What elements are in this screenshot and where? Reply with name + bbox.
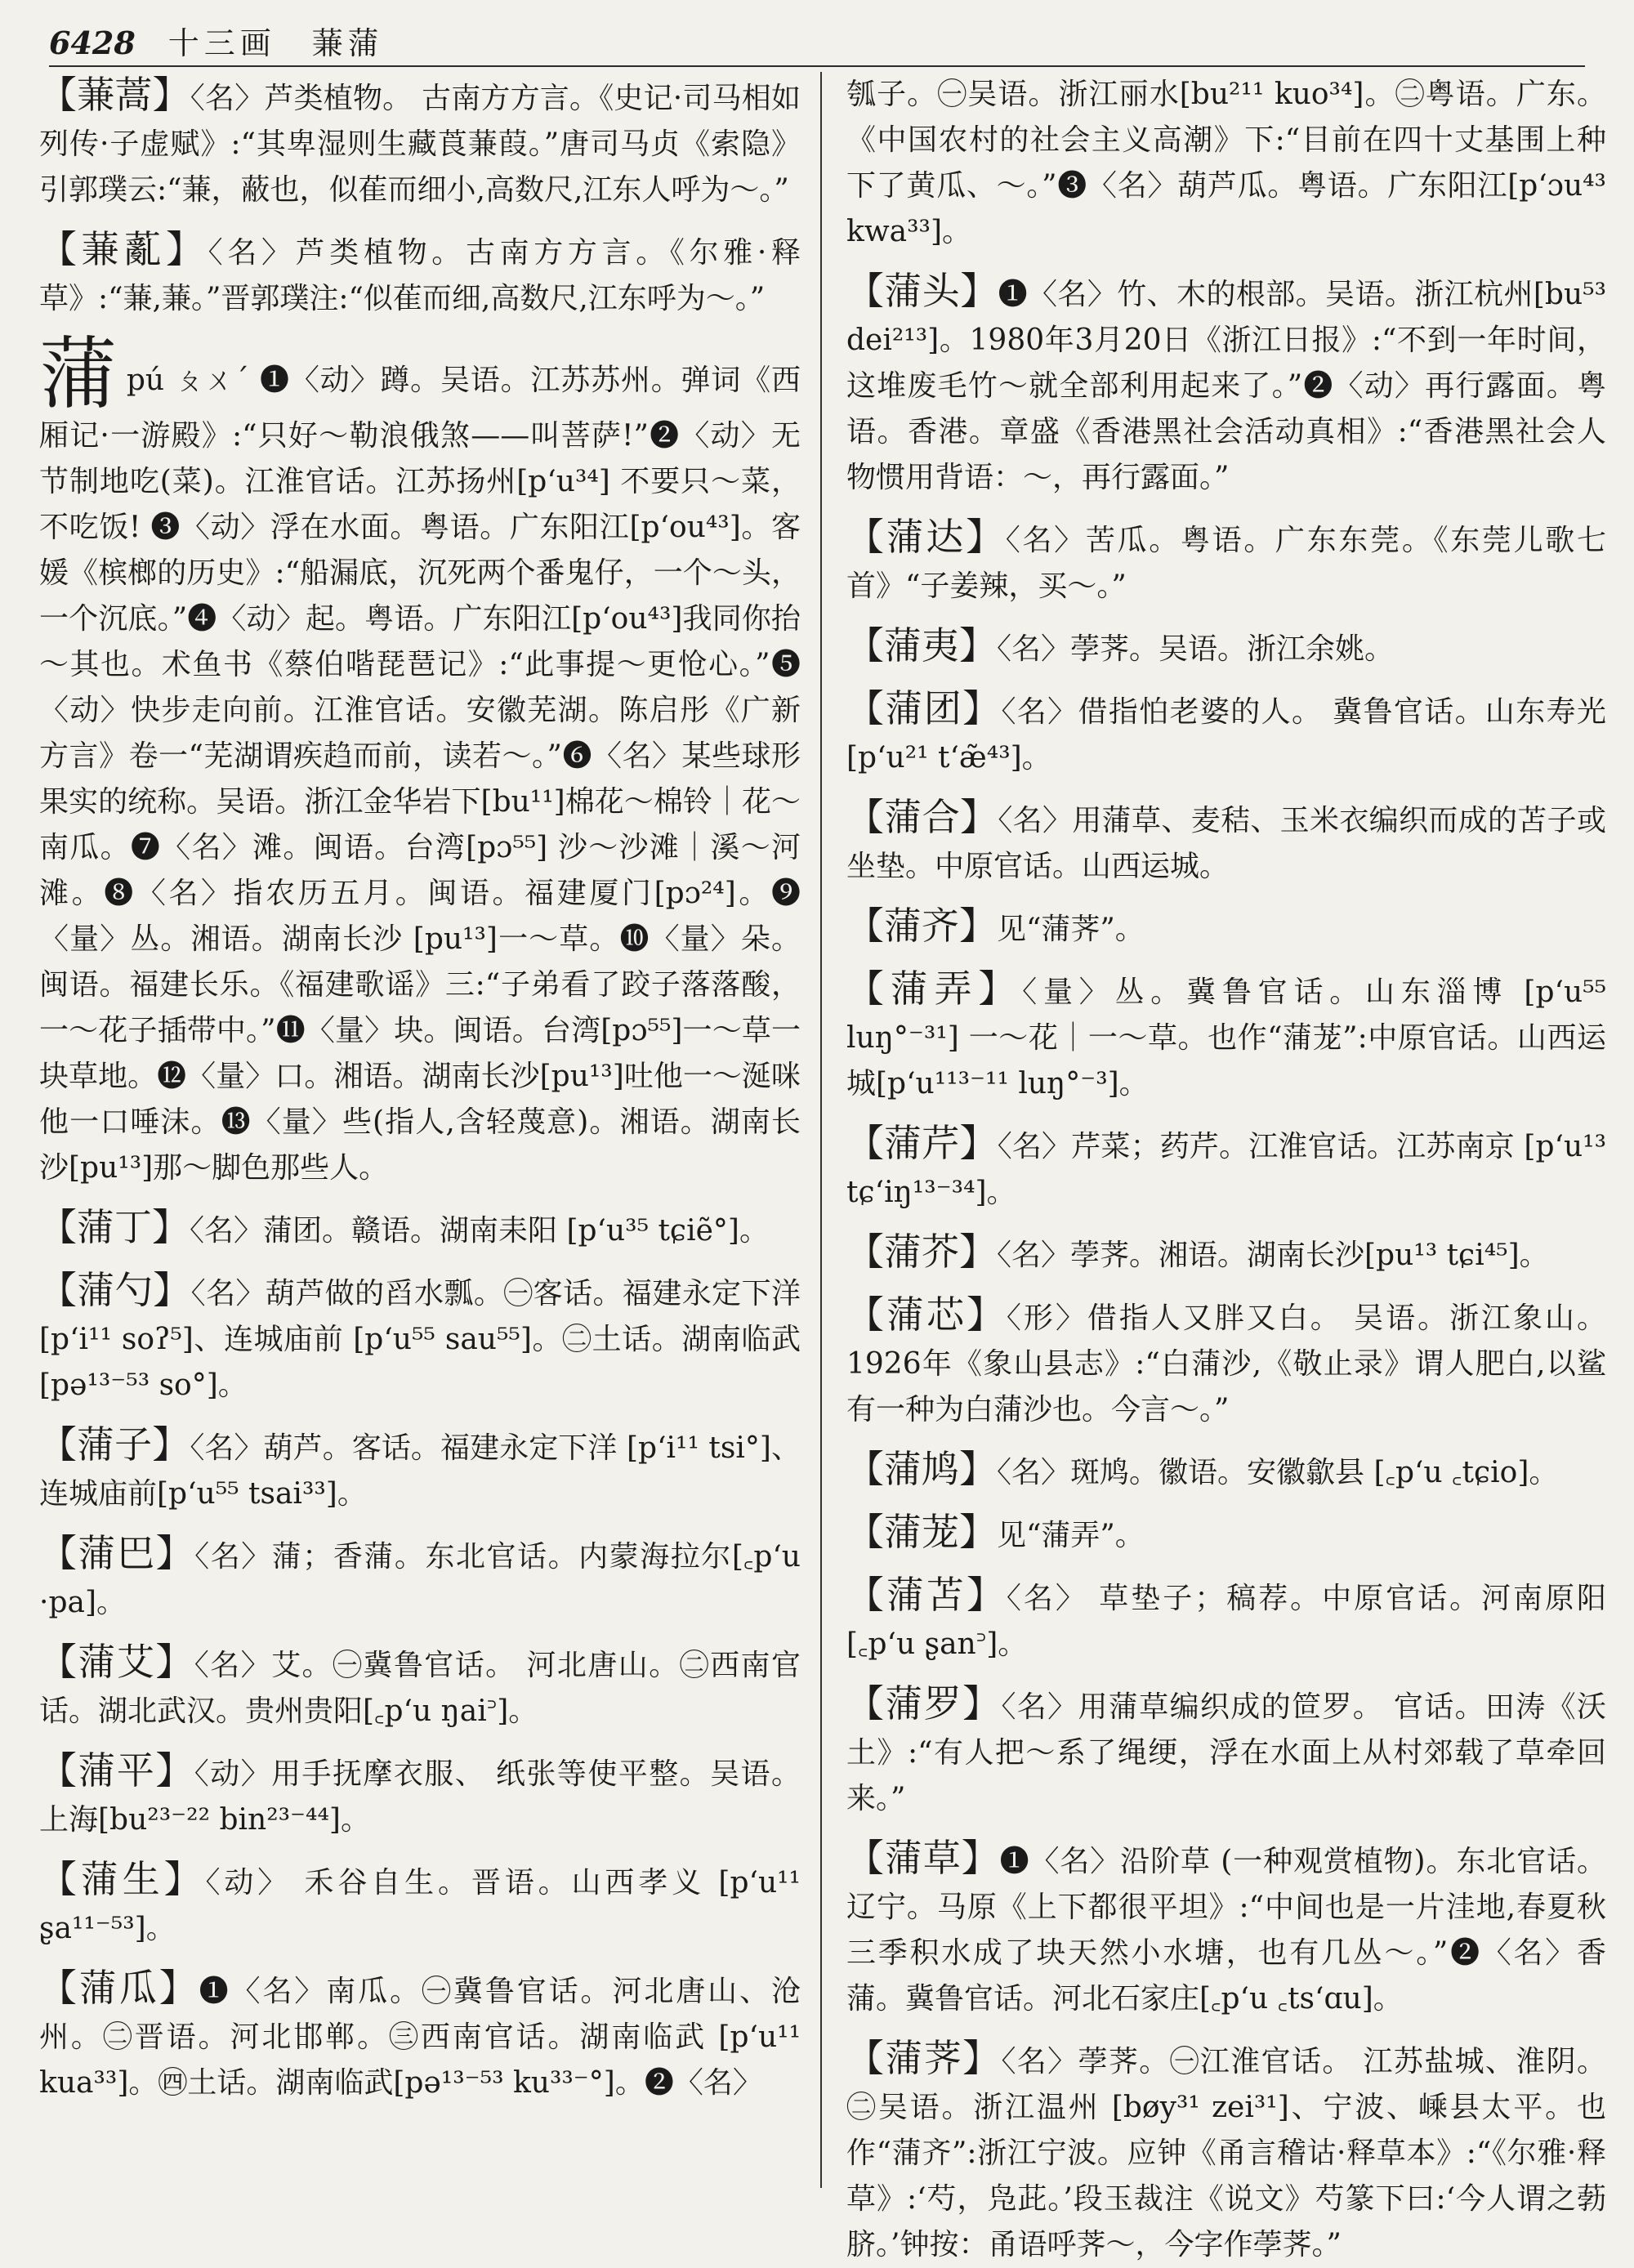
dictionary-entry bbox=[846, 268, 1606, 501]
dictionary-entry bbox=[846, 966, 1606, 1107]
entry-headword: 【蒲艾】 bbox=[39, 1640, 194, 1684]
page-number: 6428 bbox=[49, 25, 136, 61]
entry-text: 〈形〉借指人又胖又白。 吴语。浙江象山。1926年《象山县志》:“白蒲沙,《敬止录》谓人肥白,以鲨有一种为白蒲沙也。今言～。” bbox=[846, 1301, 1606, 1426]
entry-headword: 【蒲茏】 bbox=[846, 1510, 997, 1554]
entry-text: ❶〈名〉竹、木的根部。吴语。浙江杭州[bu⁵³ dei²¹³]。1980年3月20日《浙江日报》:“不到一年时间，这堆废毛竹～就全部利用起来了。”❷〈动〉再行露面。粤语。香港。章盛《香港黑社会活动真相》:“香港黑社会人物惯用背语：～，再行露面。” bbox=[846, 278, 1607, 494]
head-character: 蒲 bbox=[39, 328, 118, 420]
entry-text: 〈名〉用蒲草编织成的笸罗。 官话。田涛《沃土》:“有人把～系了绳绠，浮在水面上从村郊载了草牵回来。” bbox=[846, 1690, 1607, 1815]
entry-headword: 【蒲草】 bbox=[846, 1836, 1000, 1880]
entry-text: 〈名〉荸荠。㊀江淮官话。 江苏盐城、淮阴。㊁吴语。浙江温州 [bøy³¹ zei³¹]、宁波、嵊县太平。也作“蒲齐”:浙江宁波。应钟《甬言稽诂·释草本》:“《尔雅·释草》:‘芍，凫茈。’段玉裁注《说文》芍篆下曰:‘今人谓之葧脐。’钟按：甬语呼荠～，今字作荸荠。” bbox=[846, 2045, 1607, 2261]
entry-text: 〈名〉芦类植物。古南方方言。《尔雅·释草》:“蒹,蒹。”晋郭璞注:“似萑而细,高数尺,江东呼为～。” bbox=[39, 236, 801, 315]
entry-text: 〈名〉艾。㊀冀鲁官话。 河北唐山。㊁西南官话。湖北武汉。贵州贵阳[꜀p‘u ŋai꜄]。 bbox=[39, 1649, 801, 1728]
dictionary-entry bbox=[846, 1120, 1606, 1216]
character-entry bbox=[39, 328, 801, 1191]
dictionary-entry bbox=[846, 903, 1606, 953]
entry-text: 〈名〉芦类植物。 古南方方言。《史记·司马相如列传·子虚赋》:“其卑湿则生藏莨蒹葭。”唐司马贞《索隐》引郭璞云:“蒹，蔽也，似萑而细小,高数尺,江东人呼为～。” bbox=[39, 82, 801, 207]
entry-headword: 【蒲荠】 bbox=[846, 2036, 1002, 2080]
page-header bbox=[49, 18, 1585, 67]
dictionary-entry bbox=[39, 1748, 801, 1843]
entry-headword: 【蒲达】 bbox=[846, 515, 1006, 559]
entry-text: 见“蒲荠”。 bbox=[997, 913, 1145, 946]
entry-headword: 【蒲瓜】 bbox=[39, 1966, 199, 2010]
entry-text: 〈名〉荸荠。湘语。湖南长沙[pu¹³ tɕi⁴⁵]。 bbox=[997, 1239, 1549, 1272]
entry-headword: 【蒲芥】 bbox=[846, 1230, 997, 1274]
entry-headword: 【蒲芹】 bbox=[846, 1121, 998, 1165]
entry-text: 〈名〉蒲团。赣语。湖南耒阳 [p‘u³⁵ tɕiẽ°]。 bbox=[190, 1214, 769, 1248]
entry-text: 〈名〉葫芦做的舀水瓢。㊀客话。福建永定下洋[p‘i¹¹ soʔ⁵]、连城庙前 [p‘u⁵⁵ sau⁵⁵]。㊁土话。湖南临武[pə¹³⁻⁵³ so°]。 bbox=[39, 1277, 801, 1402]
dictionary-entry bbox=[39, 1204, 801, 1254]
dictionary-entry bbox=[39, 1422, 801, 1517]
dictionary-entry bbox=[846, 1835, 1606, 2022]
entry-headword: 【蒲巴】 bbox=[39, 1531, 195, 1575]
right-column bbox=[846, 72, 1607, 2261]
column-divider bbox=[820, 72, 822, 2188]
dictionary-entry bbox=[846, 514, 1606, 609]
entry-text: 〈名〉荸荠。吴语。浙江余姚。 bbox=[997, 632, 1395, 666]
entry-text: 〈量〉丛。冀鲁官话。山东淄博 [p‘u⁵⁵ luŋ°⁻³¹] 一～花｜一～草。也作“蒲茏”:中原官话。山西运城[p‘u¹¹³⁻¹¹ luŋ°⁻³]。 bbox=[846, 976, 1606, 1101]
entry-text: 〈名〉 草垫子；稿荐。中原官话。河南原阳[꜀p‘u ʂan꜄]。 bbox=[846, 1582, 1606, 1661]
entry-text: 〈名〉芹菜；药芹。江淮官话。江苏南京 [p‘u¹³ tɕ‘iŋ¹³⁻³⁴]。 bbox=[846, 1130, 1607, 1209]
entry-headword: 【蒲芯】 bbox=[846, 1292, 1007, 1337]
entry-text: 〈名〉苦瓜。粤语。广东东莞。《东莞儿歌七首》“子姜辣，买～。” bbox=[846, 524, 1606, 603]
entry-headword: 【蒲子】 bbox=[39, 1422, 190, 1467]
dictionary-entry bbox=[39, 1965, 801, 2106]
dictionary-entry bbox=[846, 2035, 1606, 2268]
entry-headword: 【蒹薍】 bbox=[39, 227, 208, 271]
entry-text: 〈名〉斑鸠。徽语。安徽歙县 [꜀p‘u ꜀tɕio]。 bbox=[997, 1456, 1559, 1489]
dictionary-entry bbox=[846, 1229, 1606, 1279]
dictionary-entry bbox=[39, 72, 801, 213]
entry-text: 〈名〉用蒲草、麦秸、玉米衣编织而成的苫子或坐垫。中原官话。山西运城。 bbox=[846, 804, 1606, 883]
entry-headword: 【蒲生】 bbox=[39, 1857, 206, 1901]
entry-headword: 【蒲齐】 bbox=[846, 904, 997, 948]
entry-text: 〈名〉蒲；香蒲。东北官话。内蒙海拉尔[꜀p‘u ·pa]。 bbox=[39, 1540, 801, 1619]
dictionary-entry bbox=[846, 1446, 1606, 1496]
entry-text: 〈名〉借指怕老婆的人。 冀鲁官话。山东寿光[p‘u²¹ t‘æ̃⁴³]。 bbox=[846, 695, 1607, 775]
dictionary-entry bbox=[846, 1572, 1606, 1668]
dictionary-entry bbox=[39, 226, 801, 322]
entry-text: 〈动〉 禾谷自生。晋语。山西孝义 [p‘u¹¹ ʂa¹¹⁻⁵³]。 bbox=[39, 1866, 801, 1945]
entry-headword: 【蒲苫】 bbox=[846, 1573, 1007, 1617]
dictionary-entry bbox=[39, 1856, 801, 1952]
entry-headword: 【蒲弄】 bbox=[846, 967, 1023, 1011]
dictionary-entry bbox=[39, 1267, 801, 1409]
entry-headword: 【蒲团】 bbox=[846, 686, 1002, 730]
entry-headword: 【蒲罗】 bbox=[846, 1681, 1002, 1726]
entry-headword: 【蒲平】 bbox=[39, 1748, 194, 1793]
character-entry-text: pú ㄆㄨˊ ❶〈动〉蹲。吴语。江苏苏州。弹词《西厢记·一游殿》:“只好～勒浪俄煞——叫菩萨!”❷〈动〉无节制地吃(菜)。江淮官话。江苏扬州[p‘u³⁴] 不要只～菜，不吃饭! ❸〈动〉浮在水面。粤语。广东阳江[p‘ou⁴³]。客媛《槟榔的历史》:“船漏底，沉死两个番鬼仔，一个～头，一个沉底。”❹〈动〉起。粤语。广东阳江[p‘ou⁴³]我同你抬～其也。术鱼书《蔡伯喈琵琶记》:“此事提～更怆心。”❺〈动〉快步走向前。江淮官话。安徽芜湖。陈启彤《广新方言》卷一“芜湖谓疾趋而前，读若～。”❻〈名〉某些球形果实的统称。吴语。浙江金华岩下[bu¹¹]棉花～棉铃｜花～南瓜。❼〈名〉滩。闽语。台湾[pɔ⁵⁵] 沙～沙滩｜溪～河滩。❽〈名〉指农历五月。闽语。福建厦门[pɔ²⁴]。❾〈量〉丛。湘语。湖南长沙 [pu¹³]一～草。❿〈量〉朵。闽语。福建长乐。《福建歌谣》三:“子弟看了跤子落落酸，一～花子插带中。”⓫〈量〉块。闽语。台湾[pɔ⁵⁵]一～草一块草地。⓬〈量〉口。湘语。湖南长沙[pu¹³]吐他一～涎咪他一口唾沫。⓭〈量〉些(指人,含轻蔑意)。湘语。湖南长沙[pu¹³]那～脚色那些人。 bbox=[39, 364, 801, 1185]
dictionary-entry bbox=[39, 1530, 801, 1626]
entry-text: ❶〈名〉沿阶草 (一种观赏植物)。东北官话。辽宁。马原《上下都很平坦》:“中间也是一片洼地,春夏秋三季积水成了块天然小水塘，也有几丛～。”❷〈名〉香蒲。冀鲁官话。河北石家庄[꜀p‘u ꜀ts‘ɑu]。 bbox=[846, 1845, 1606, 2016]
dictionary-entry bbox=[846, 1681, 1606, 1822]
entry-headword: 【蒲勺】 bbox=[39, 1268, 191, 1312]
dictionary-entry bbox=[846, 794, 1606, 890]
dictionary-entry bbox=[846, 1292, 1606, 1433]
dictionary-entry bbox=[846, 685, 1606, 781]
entry-headword: 【蒲夷】 bbox=[846, 623, 997, 667]
entry-text: 〈名〉葫芦。客话。福建永定下洋 [p‘i¹¹ tsi°]、连城庙前[p‘u⁵⁵ tsai³³]。 bbox=[39, 1431, 801, 1511]
entry-headword: 【蒲丁】 bbox=[39, 1205, 190, 1249]
section-title: 十三画 蒹蒲 bbox=[167, 25, 384, 61]
entry-text: 〈动〉用手抚摩衣服、 纸张等使平整。吴语。上海[bu²³⁻²² bin²³⁻⁴⁴]。 bbox=[39, 1757, 801, 1837]
left-column bbox=[39, 72, 801, 2196]
entry-headword: 【蒲头】 bbox=[846, 269, 998, 313]
dictionary-entry bbox=[39, 1639, 801, 1734]
entry-text: 见“蒲弄”。 bbox=[997, 1519, 1145, 1552]
entry-headword: 【蒲鸠】 bbox=[846, 1447, 997, 1491]
entry-headword: 【蒲合】 bbox=[846, 795, 998, 839]
entry-headword: 【蒹蒿】 bbox=[39, 73, 190, 117]
dictionary-entry bbox=[846, 623, 1606, 672]
entry-text: ❶〈名〉南瓜。㊀冀鲁官话。河北唐山、沧州。㊁晋语。河北邯郸。㊂西南官话。湖南临武 [p‘u¹¹ kua³³]。㊃土话。湖南临武[pə¹³⁻⁵³ ku³³⁻°]。❷〈名〉 bbox=[39, 1975, 801, 2100]
dictionary-entry bbox=[846, 1509, 1606, 1559]
entry-continuation: 瓠子。㊀吴语。浙江丽水[bu²¹¹ kuo³⁴]。㊁粤语。广东。《中国农村的社会主义高潮》下:“目前在四十丈基围上种下了黄瓜、～。”❸〈名〉葫芦瓜。粤语。广东阳江[p‘ɔu⁴³ kwa³³]。 bbox=[846, 78, 1606, 248]
